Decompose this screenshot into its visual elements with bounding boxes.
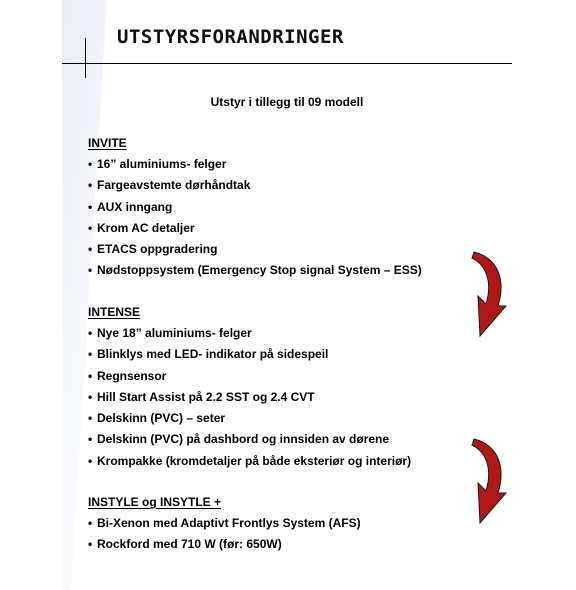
bullet-dot: •: [88, 516, 93, 530]
curved-arrow-icon: [468, 437, 508, 527]
bullet-dot: •: [88, 263, 93, 278]
header-rule-vertical: [85, 38, 86, 78]
header-rule-horizontal: [62, 63, 512, 64]
document-page: [62, 0, 512, 590]
bullet-dot: •: [88, 537, 93, 552]
list-item: • Krompakke (kromdetaljer på både eksteriør og interiør): [88, 453, 412, 468]
section-list-invite: [88, 157, 422, 285]
bullet-dot: •: [88, 411, 93, 426]
bullet-dot: •: [88, 178, 93, 193]
list-item: • Delskinn (PVC) – seter: [88, 411, 226, 426]
bullet-dot: •: [88, 220, 93, 235]
section-heading-invite: INVITE: [88, 136, 127, 150]
bullet-dot: •: [88, 347, 93, 362]
list-item: • Nødstoppsystem (Emergency Stop signal System – ESS): [88, 263, 422, 278]
list-item: • Krom AC detaljer: [88, 220, 195, 235]
list-item: • Hill Start Assist på 2.2 SST og 2.4 CVT: [88, 389, 315, 404]
curved-arrow-icon: [468, 250, 508, 340]
section-heading-instyle: INSTYLE og INSYTLE +: [88, 495, 222, 509]
list-item: • AUX inngang: [88, 199, 173, 214]
bullet-dot: •: [88, 242, 93, 257]
section-list-instyle: [88, 516, 361, 559]
list-item: • Fargeavstemte dørhåndtak: [88, 178, 251, 193]
page-title: UTSTYRSFORANDRINGER: [117, 26, 344, 48]
section-heading-intense: INTENSE: [88, 305, 141, 319]
list-item: • ETACS oppgradering: [88, 242, 218, 257]
bullet-dot: •: [88, 453, 93, 468]
bullet-dot: •: [88, 326, 93, 340]
subtitle: Utstyr i tillegg til 09 modell: [210, 95, 364, 109]
bullet-dot: •: [88, 157, 93, 171]
list-item: • Bi-Xenon med Adaptivt Frontlys System (AFS): [88, 516, 361, 530]
list-item: • 16” aluminiums- felger: [88, 157, 227, 171]
section-list-intense: [88, 326, 411, 475]
list-item: • Regnsensor: [88, 368, 167, 383]
bullet-dot: •: [88, 432, 93, 447]
bullet-dot: •: [88, 199, 93, 214]
list-item: • Nye 18” aluminiums- felger: [88, 326, 252, 340]
list-item: • Blinklys med LED- indikator på sidespeil: [88, 347, 329, 362]
list-item: • Delskinn (PVC) på dashbord og innsiden av dørene: [88, 432, 390, 447]
list-item: • Rockford med 710 W (før: 650W): [88, 537, 282, 552]
bullet-dot: •: [88, 389, 93, 404]
bullet-dot: •: [88, 368, 93, 383]
